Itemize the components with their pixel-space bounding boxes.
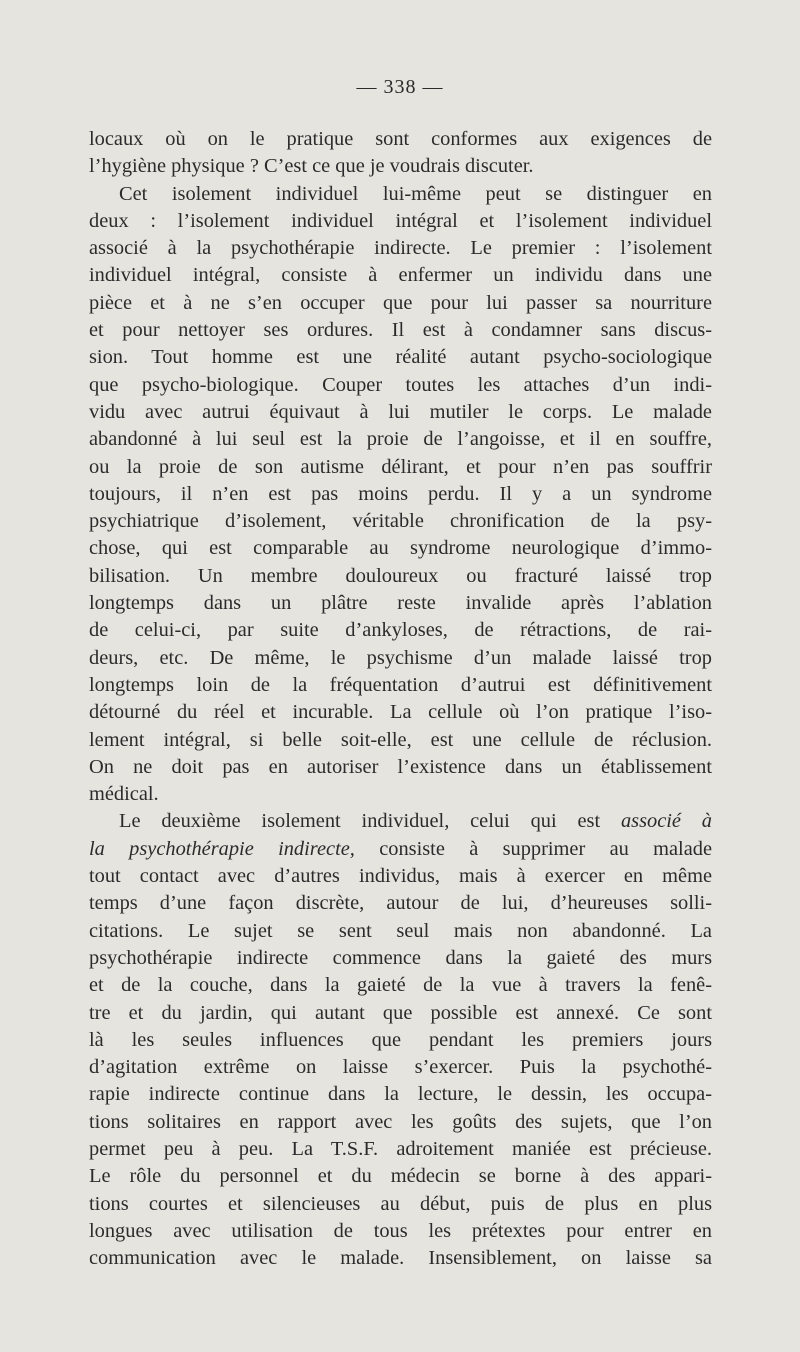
text-line: tre et du jardin, qui autant que possible est annexé. Ce sont [89,1001,712,1024]
text-line: et pour nettoyer ses ordures. Il est à condamner sans discus- [89,319,712,342]
text-line: chose, qui est comparable au syndrome neurologique d’immo- [89,537,712,560]
text-line: psychothérapie indirecte commence dans la gaieté des murs [89,946,712,969]
text-line: médical. [89,783,159,806]
text-line: détourné du réel et incurable. La cellule où l’on pratique l’iso- [89,701,712,724]
text-line: locaux où on le pratique sont conformes aux exigences de [89,128,712,150]
text-line: communication avec le malade. Insensiblement, on laisse sa [89,1247,712,1270]
text-line: longtemps loin de la fréquentation d’autrui est définitivement [89,673,712,696]
text-line: lement intégral, si belle soit-elle, est une cellule de réclusion. [89,728,712,751]
text-line: rapie indirecte continue dans la lecture, le dessin, les occupa- [89,1083,712,1106]
text-segment: Le deuxième isolement individuel, celui qui est [119,810,621,833]
text-line: que psycho-biologique. Couper toutes les attaches d’un indi- [89,373,712,396]
text-line: deux : l’isolement individuel intégral et l’isolement individuel [89,209,712,232]
text-line: pièce et à ne s’en occuper que pour lui passer sa nourriture [89,291,712,314]
text-line: Cet isolement individuel lui-même peut se distinguer en [119,182,712,205]
text-line: temps d’une façon discrète, autour de lui, d’heureuses solli- [89,892,712,915]
text-line: d’agitation extrême on laisse s’exercer. Puis la psychothé- [89,1056,712,1079]
text-line: Le rôle du personnel et du médecin se borne à des appari- [89,1165,712,1188]
text-line: vidu avec autrui équivaut à lui mutiler le corps. Le malade [89,400,712,423]
text-line: là les seules influences que pendant les premiers jours [89,1028,712,1051]
text-line [89,836,712,863]
page-number: — 338 — [356,76,444,98]
text-line [89,808,712,835]
text-segment: consiste à supprimer au malade [354,837,712,860]
text-line: permet peu à peu. La T.S.F. adroitement maniée est précieuse. [89,1137,712,1160]
text-line: longtemps dans un plâtre reste invalide après l’ablation [89,592,712,615]
text-line: tions solitaires en rapport avec les goûts des sujets, que l’on [89,1110,712,1133]
text-line: longues avec utilisation de tous les prétextes pour entrer en [89,1219,712,1242]
text-line: psychiatrique d’isolement, véritable chronification de la psy- [89,510,712,533]
text-line: deurs, etc. De même, le psychisme d’un malade laissé trop [89,646,712,669]
italic-phrase: associé à [620,810,712,833]
text-line: bilisation. Un membre douloureux ou fracturé laissé trop [89,564,712,587]
text-line: abandonné à lui seul est la proie de l’angoisse, et il en souffre, [89,428,712,451]
text-line: tout contact avec d’autres individus, mais à exercer en même [89,865,712,888]
text-line: associé à la psychothérapie indirecte. Le premier : l’isolement [89,237,712,260]
body-text [89,126,712,1272]
italic-phrase: la psychothérapie indirecte, [89,837,355,860]
text-line: toujours, il n’en est pas moins perdu. Il y a un syndrome [89,482,712,505]
text-line: ou la proie de son autisme délirant, et pour n’en pas souffrir [89,455,712,478]
text-line: individuel intégral, consiste à enfermer un individu dans une [89,264,712,287]
text-line: de celui-ci, par suite d’ankyloses, de rétractions, de rai- [89,619,712,642]
text-line: citations. Le sujet se sent seul mais non abandonné. La [89,919,712,942]
text-line: sion. Tout homme est une réalité autant psycho-sociologique [89,346,712,369]
text-line: On ne doit pas en autoriser l’existence dans un établissement [89,755,712,778]
text-line: tions courtes et silencieuses au début, puis de plus en plus [89,1192,712,1215]
text-line: l’hygiène physique ? C’est ce que je voudrais discuter. [89,155,534,178]
text-line: et de la couche, dans la gaieté de la vue à travers la fenê- [89,974,712,997]
